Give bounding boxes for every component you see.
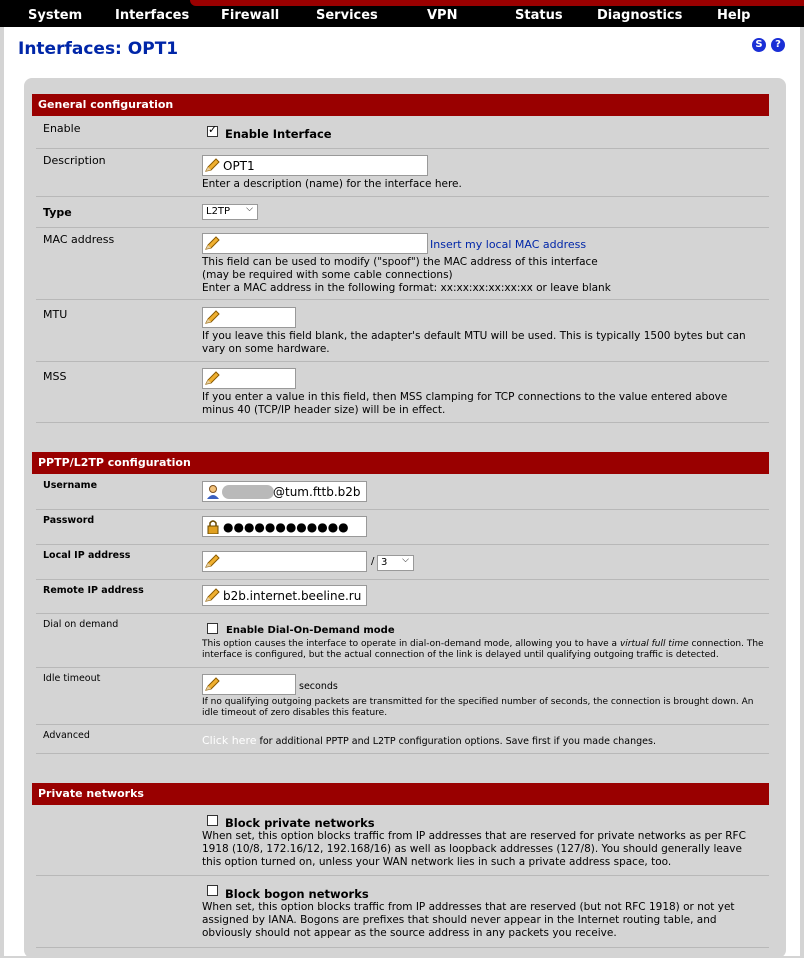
mss-row [36, 362, 769, 423]
advanced-row [36, 725, 769, 754]
local-ip-input[interactable] [202, 551, 367, 572]
dial-on-demand-help [202, 639, 764, 661]
block-private-checkbox[interactable] [207, 815, 218, 826]
mac-help-line2: (may be required with some cable connections) [202, 269, 453, 281]
block-bogon-row [36, 876, 769, 948]
top-menu-bar [0, 0, 804, 27]
description-row [36, 149, 769, 197]
dial-on-demand-label: Dial on demand [43, 619, 119, 630]
pencil-icon [205, 236, 221, 251]
enable-label: Enable [43, 122, 81, 135]
type-select[interactable] [202, 204, 258, 220]
dial-on-demand-row [36, 614, 769, 668]
password-label: Password [43, 515, 95, 526]
block-bogon-label: Block bogon networks [225, 887, 369, 901]
mss-label: MSS [43, 370, 67, 383]
password-row [36, 510, 769, 545]
enable-interface-label: Enable Interface [225, 127, 332, 141]
enable-interface-checkbox[interactable] [207, 126, 218, 137]
username-value: @tum.fttb.b2b [273, 485, 361, 499]
block-bogon-checkbox[interactable] [207, 885, 218, 896]
idle-timeout-help: If no qualifying outgoing packets are transmitted for the specified number of seconds, the connection is brought down. An idle timeout of zero disables this feature. [202, 697, 754, 718]
description-label: Description [43, 154, 106, 167]
local-ip-separator: / [371, 556, 375, 567]
menu-interfaces[interactable]: Interfaces [115, 8, 190, 23]
block-bogon-help: When set, this option blocks traffic from IP addresses that are reserved (but not RFC 1918) or not yet assigned by IANA. Bogons are prefixes that should never appear in the Internet routing table, and obviously should not appear as the source address in any packets you receive. [202, 901, 735, 939]
remote-ip-input[interactable] [202, 585, 367, 606]
mac-label: MAC address [43, 233, 115, 246]
page-title: Interfaces: OPT1 [18, 39, 179, 59]
redacted-username [222, 485, 274, 499]
advanced-click-here-link[interactable]: Click here [202, 734, 257, 747]
remote-ip-value: b2b.internet.beeline.ru [223, 589, 362, 603]
pencil-icon [205, 158, 221, 173]
password-input[interactable] [202, 516, 367, 537]
enable-row [36, 117, 769, 149]
pencil-icon [205, 554, 221, 569]
type-row [36, 197, 769, 228]
status-icon[interactable]: S [752, 38, 766, 52]
top-menu-accent [190, 0, 804, 6]
dod-help-part1: This option causes the interface to operate in dial-on-demand mode, allowing you to have a [202, 639, 620, 649]
block-private-help: When set, this option blocks traffic from IP addresses that are reserved for private networks as per RFC 1918 (10/8, 172.16/12, 192.168/16) as well as loopback addresses (127/8). You should generally leave this option turned on, unless your WAN network lies in such a private address space, too. [202, 830, 746, 868]
menu-system[interactable]: System [28, 8, 83, 23]
chevron-down-icon: ⌵ [246, 204, 253, 214]
main-menu [0, 8, 804, 24]
menu-help[interactable]: Help [717, 8, 751, 23]
local-ip-mask-value: 3 [381, 557, 388, 568]
advanced-label: Advanced [43, 730, 90, 741]
mss-input[interactable] [202, 368, 296, 389]
menu-vpn[interactable]: VPN [427, 8, 458, 23]
user-icon [205, 484, 221, 499]
mtu-row [36, 300, 769, 362]
description-input[interactable] [202, 155, 428, 176]
mac-help-line3: Enter a MAC address in the following format: xx:xx:xx:xx:xx:xx or leave blank [202, 282, 611, 294]
idle-timeout-row [36, 668, 769, 725]
pptp-config-header: PPTP/L2TP configuration [32, 452, 769, 474]
insert-mac-link[interactable]: Insert my local MAC address [430, 238, 587, 251]
local-ip-row [36, 545, 769, 580]
idle-timeout-input[interactable] [202, 674, 296, 695]
username-row [36, 475, 769, 510]
mss-help: If you enter a value in this field, then MSS clamping for TCP connections to the value entered above minus 40 (TCP/IP header size) will be in effect. [202, 391, 728, 416]
block-private-row [36, 806, 769, 876]
mac-help-line1: This field can be used to modify ("spoof") the MAC address of this interface [202, 256, 598, 268]
remote-ip-row [36, 580, 769, 614]
mtu-help: If you leave this field blank, the adapter's default MTU will be used. This is typically 1500 bytes but can vary on some hardware. [202, 330, 746, 355]
remote-ip-label: Remote IP address [43, 585, 144, 596]
description-value: OPT1 [223, 159, 255, 173]
pencil-icon [205, 588, 221, 603]
local-ip-label: Local IP address [43, 550, 131, 561]
local-ip-mask-select[interactable] [377, 555, 414, 571]
password-value: ●●●●●●●●●●●● [223, 520, 349, 534]
general-config-header: General configuration [32, 94, 769, 116]
dial-on-demand-checkbox[interactable] [207, 623, 218, 634]
mtu-input[interactable] [202, 307, 296, 328]
pencil-icon [205, 371, 221, 386]
mac-row [36, 228, 769, 300]
menu-diagnostics[interactable]: Diagnostics [597, 8, 683, 23]
mac-input[interactable] [202, 233, 428, 254]
advanced-help: for additional PPTP and L2TP configuration options. Save first if you made changes. [256, 736, 656, 747]
type-label: Type [43, 206, 72, 219]
type-select-value: L2TP [206, 206, 231, 217]
menu-status[interactable]: Status [515, 8, 563, 23]
idle-timeout-label: Idle timeout [43, 673, 101, 684]
mtu-label: MTU [43, 308, 68, 321]
description-help: Enter a description (name) for the interface here. [202, 178, 462, 190]
help-icon[interactable]: ? [771, 38, 785, 52]
block-private-label: Block private networks [225, 816, 375, 830]
menu-firewall[interactable]: Firewall [221, 8, 280, 23]
lock-icon [205, 519, 221, 534]
dial-on-demand-checkbox-label: Enable Dial-On-Demand mode [226, 625, 395, 636]
dod-help-part2: connection. The interface is configured, but the actual connection of the link is delayed until qualifying outgoing traffic is detected. [202, 639, 764, 660]
pencil-icon [205, 310, 221, 325]
menu-services[interactable]: Services [316, 8, 378, 23]
idle-timeout-unit: seconds [299, 681, 338, 692]
private-networks-header: Private networks [32, 783, 769, 805]
dod-help-italic: virtual full time [619, 639, 689, 649]
username-label: Username [43, 480, 98, 491]
chevron-down-icon: ⌵ [402, 555, 409, 565]
pencil-icon [205, 677, 221, 692]
username-input[interactable] [202, 481, 367, 502]
advanced-text [202, 734, 656, 747]
